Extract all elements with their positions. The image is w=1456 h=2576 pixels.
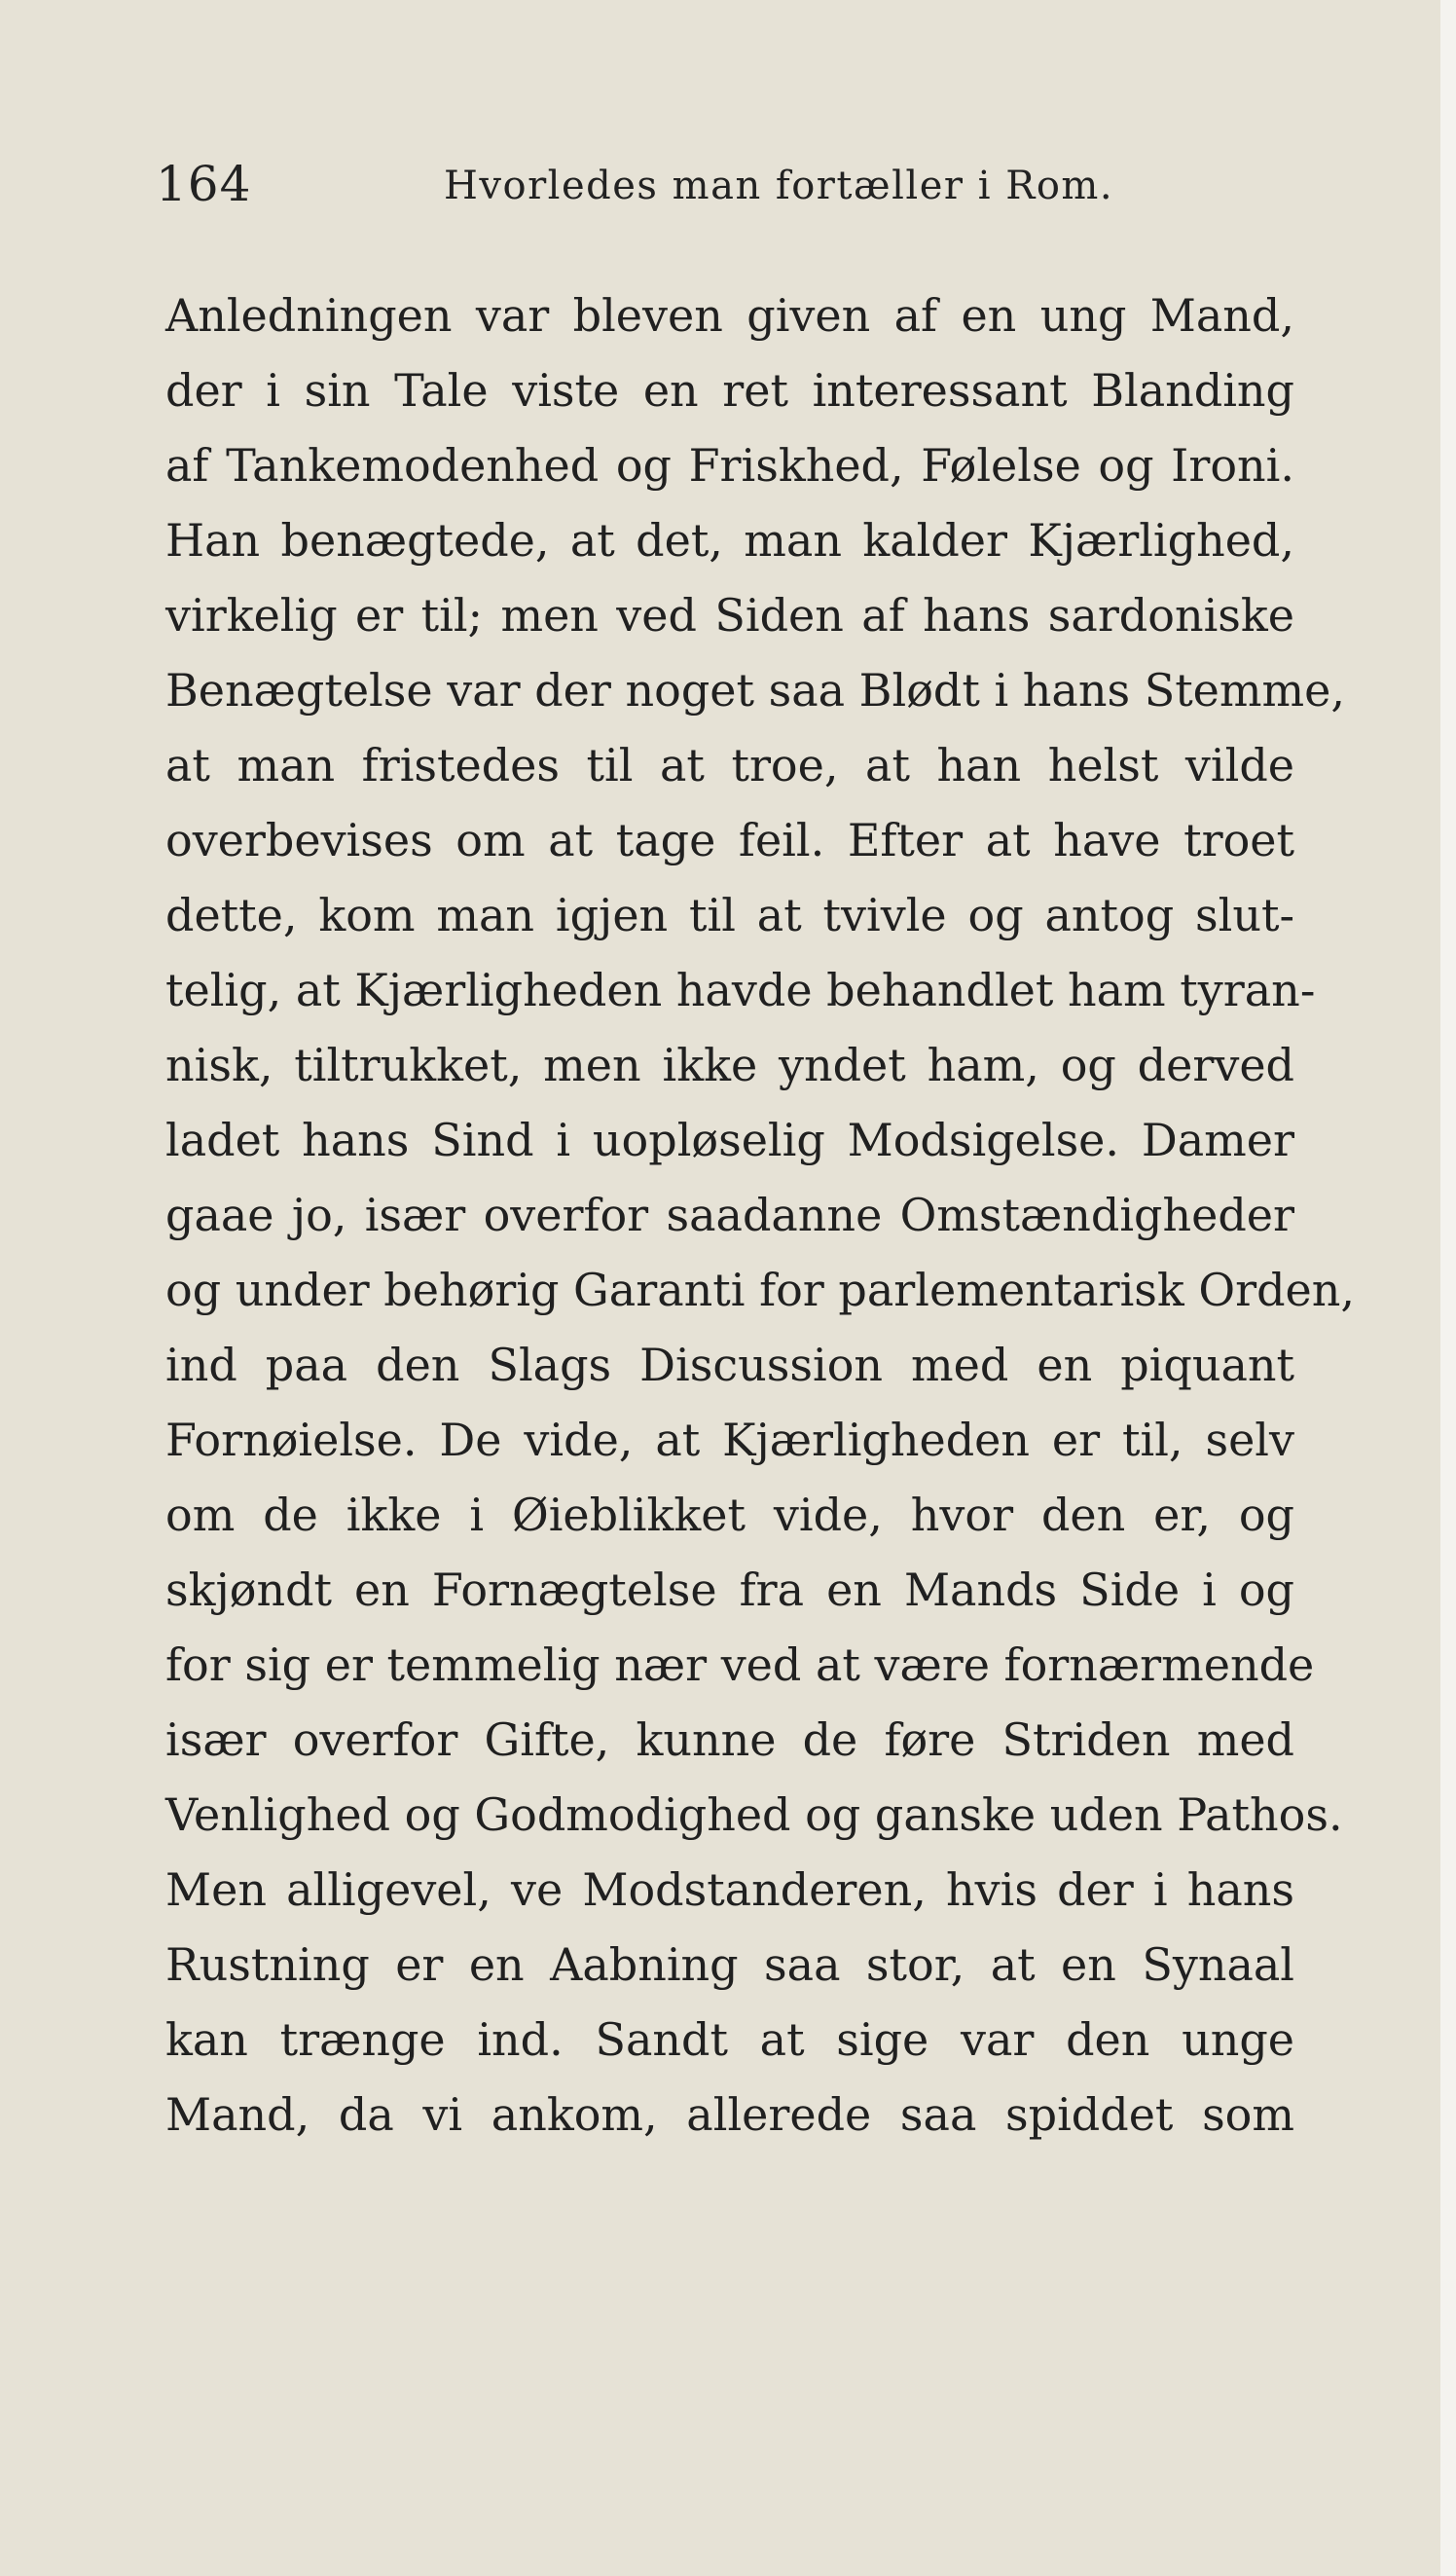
- text-line: ladet hans Sind i uopløselig Modsigelse. Damer: [165, 1114, 1294, 1166]
- text-line: Han benægtede, at det, man kalder Kjærlighed,: [165, 514, 1294, 567]
- text-line: Rustning er en Aabning saa stor, at en Synaal: [165, 1938, 1294, 1991]
- running-title: Hvorledes man fortæller i Rom.: [444, 164, 1114, 208]
- page-header: [156, 156, 1285, 224]
- text-line: kan trænge ind. Sandt at sige var den unge: [165, 2013, 1294, 2066]
- text-line: af Tankemodenhed og Friskhed, Følelse og Ironi.: [165, 439, 1294, 492]
- page-number: 164: [156, 156, 252, 212]
- text-line: ind paa den Slags Discussion med en piquant: [165, 1339, 1294, 1391]
- text-line: gaae jo, især overfor saadanne Omstændigheder: [165, 1189, 1294, 1241]
- text-line: telig, at Kjærligheden havde behandlet ham tyran-: [165, 964, 1316, 1016]
- text-line: skjøndt en Fornægtelse fra en Mands Side i og: [165, 1564, 1294, 1616]
- text-line: for sig er temmelig nær ved at være fornærmende: [165, 1638, 1315, 1691]
- text-line: og under behørig Garanti for parlementarisk Orden,: [165, 1264, 1356, 1316]
- page-edge: [1440, 0, 1456, 2576]
- text-line: Venlighed og Godmodighed og ganske uden Pathos.: [165, 1788, 1343, 1841]
- text-line: Men alligevel, ve Modstanderen, hvis der i hans: [165, 1863, 1294, 1916]
- text-line: Anledningen var bleven given af en ung Mand,: [165, 289, 1294, 342]
- text-line: Fornøielse. De vide, at Kjærligheden er til, selv: [165, 1414, 1294, 1466]
- text-line: der i sin Tale viste en ret interessant Blanding: [165, 364, 1294, 417]
- text-line: Benægtelse var der noget saa Blødt i hans Stemme,: [165, 664, 1345, 717]
- text-line: især overfor Gifte, kunne de føre Striden med: [165, 1713, 1294, 1766]
- text-line: virkelig er til; men ved Siden af hans sardoniske: [165, 589, 1294, 642]
- text-line: om de ikke i Øieblikket vide, hvor den er, og: [165, 1489, 1294, 1541]
- body-text: [165, 278, 1356, 2153]
- text-line: dette, kom man igjen til at tvivle og antog slut-: [165, 889, 1294, 941]
- text-line: Mand, da vi ankom, allerede saa spiddet som: [165, 2088, 1294, 2141]
- text-line: overbevises om at tage feil. Efter at have troet: [165, 814, 1294, 866]
- text-line: nisk, tiltrukket, men ikke yndet ham, og derved: [165, 1039, 1294, 1091]
- text-line: at man fristedes til at troe, at han helst vilde: [165, 739, 1294, 791]
